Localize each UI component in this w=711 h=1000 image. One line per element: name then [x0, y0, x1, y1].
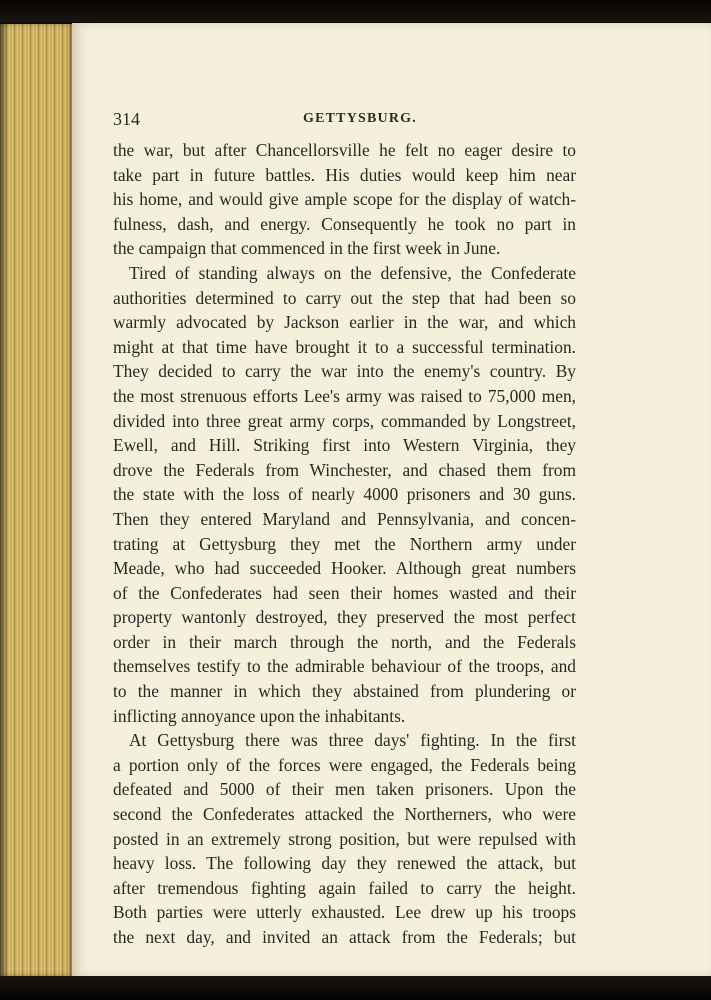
body-text [113, 138, 576, 950]
book-bottom-shadow [0, 976, 711, 1000]
text-line: the next day, and invited an attack from the Federals; but [113, 927, 576, 947]
text-line: heavy loss. The following day they renewed the attack, but [113, 853, 576, 874]
running-head: GETTYSBURG. [303, 111, 417, 126]
text-line: At Gettysburg there was three days' fighting. In the first [129, 730, 576, 751]
text-line: They decided to carry the war into the enemy's country. By [113, 361, 576, 382]
text-line: Both parties were utterly exhausted. Lee drew up his troops [113, 902, 576, 923]
text-line: a portion only of the forces were engaged, the Federals being [113, 754, 576, 775]
text-line: the war, but after Chancellorsville he felt no eager desire to [113, 140, 576, 160]
text-line: trating at Gettysburg they met the Northern army under [113, 533, 576, 554]
text-line: Then they entered Maryland and Pennsylvania, and concen- [113, 508, 576, 529]
text-line: defeated and 5000 of their men taken prisoners. Upon the [113, 779, 576, 800]
text-line: Ewell, and Hill. Striking first into Western Virginia, they [113, 435, 576, 456]
text-line: of the Confederates had seen their homes wasted and their [113, 582, 576, 603]
binding-shadow [0, 24, 8, 976]
text-line: the state with the loss of nearly 4000 prisoners and 30 guns. [113, 484, 576, 505]
text-line: the most strenuous efforts Lee's army was raised to 75,000 men, [113, 385, 576, 406]
book-top-shadow [0, 0, 711, 22]
text-line: authorities determined to carry out the step that had been so [113, 287, 576, 308]
text-line: fulness, dash, and energy. Consequently he took no part in [113, 213, 576, 234]
page-edges [0, 24, 74, 976]
text-line: after tremendous fighting again failed to carry the height. [113, 877, 576, 898]
page-number: 314 [113, 109, 140, 129]
text-line: order in their march through the north, and the Federals [113, 631, 576, 652]
text-line: Meade, who had succeeded Hooker. Although great numbers [113, 558, 576, 579]
text-line: warmly advocated by Jackson earlier in the war, and which [113, 312, 576, 333]
text-line: posted in an extremely strong position, but were repulsed with [113, 828, 576, 849]
text-line: drove the Federals from Winchester, and chased them from [113, 459, 576, 480]
text-line: divided into three great army corps, commanded by Longstreet, [113, 410, 576, 431]
text-line: second the Confederates attacked the Northerners, who were [113, 804, 576, 825]
text-line: themselves testify to the admirable behaviour of the troops, and [113, 656, 576, 677]
text-line: might at that time have brought it to a successful termination. [113, 336, 576, 357]
text-line: property wantonly destroyed, they preserved the most perfect [113, 607, 576, 628]
text-line: the campaign that commenced in the first week in June. [113, 238, 501, 259]
text-line: his home, and would give ample scope for the display of watch- [113, 189, 576, 210]
text-line: to the manner in which they abstained from plundering or [113, 681, 576, 702]
text-line: take part in future battles. His duties would keep him near [113, 164, 576, 185]
text-line: Tired of standing always on the defensive, the Confederate [129, 262, 576, 283]
page-header [113, 107, 575, 135]
text-line: inflicting annoyance upon the inhabitants. [113, 705, 406, 726]
